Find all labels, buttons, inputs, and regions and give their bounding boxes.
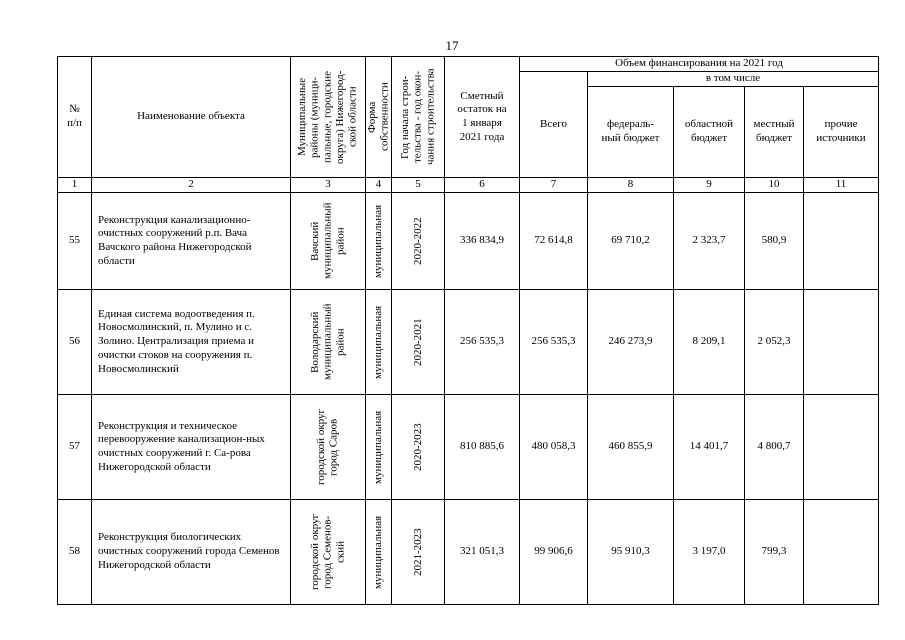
header-years: Год начала строи- тельства - год окон- чания строительства [392,57,445,178]
other-cell [804,395,879,500]
object-name: Реконструкция биологических очистных сооружений города Семенов Нижегородской области [92,500,291,605]
column-index: 10 [745,178,804,193]
regional-cell: 14 401,7 [674,395,745,500]
total-cell: 256 535,3 [520,290,588,395]
header-ownership: Форма собственности [366,57,392,178]
header-num: № п/п [58,57,92,178]
column-index: 11 [804,178,879,193]
header-financing: Объем финансирования на 2021 год [520,57,879,72]
other-cell [804,500,879,605]
total-cell: 480 058,3 [520,395,588,500]
header-total: Всего [520,72,588,178]
row-number: 56 [58,290,92,395]
federal-cell: 95 910,3 [588,500,674,605]
ownership-cell: муниципальная [366,290,392,395]
years-cell: 2020-2021 [392,290,445,395]
column-index: 9 [674,178,745,193]
table-row [58,500,879,605]
column-index: 2 [92,178,291,193]
other-cell [804,193,879,290]
header-estimate: Сметный остаток на 1 января 2021 года [445,57,520,178]
object-name: Реконструкция канализационно-очистных сооружений р.п. Вача Вачского района Нижегородской области [92,193,291,290]
years-cell: 2021-2023 [392,500,445,605]
local-cell: 2 052,3 [745,290,804,395]
ownership-cell: муниципальная [366,500,392,605]
column-index: 3 [291,178,366,193]
table-row [58,395,879,500]
estimate-cell: 256 535,3 [445,290,520,395]
ownership-cell: муниципальная [366,193,392,290]
column-index: 6 [445,178,520,193]
local-cell: 799,3 [745,500,804,605]
estimate-cell: 321 051,3 [445,500,520,605]
column-index: 1 [58,178,92,193]
column-index: 5 [392,178,445,193]
local-cell: 4 800,7 [745,395,804,500]
estimate-cell: 336 834,9 [445,193,520,290]
federal-cell: 246 273,9 [588,290,674,395]
header-other: прочие источники [804,87,879,178]
years-cell: 2020-2023 [392,395,445,500]
regional-cell: 3 197,0 [674,500,745,605]
column-index: 7 [520,178,588,193]
total-cell: 72 614,8 [520,193,588,290]
total-cell: 99 906,6 [520,500,588,605]
header-federal: федераль- ный бюджет [588,87,674,178]
financing-table [57,56,879,605]
ownership-cell: муниципальная [366,395,392,500]
header-name: Наименование объекта [92,57,291,178]
header-regional: областной бюджет [674,87,745,178]
federal-cell: 460 855,9 [588,395,674,500]
header-district: Муниципальные районы (муници- пальные, городские округа) Нижегород- ской области [291,57,366,178]
row-number: 55 [58,193,92,290]
local-cell: 580,9 [745,193,804,290]
header-including: в том числе [588,72,879,87]
object-name: Реконструкция и техническое перевооружение канализацион-ных очистных сооружений г. Са-рова Нижегородской области [92,395,291,500]
table-row [58,290,879,395]
estimate-cell: 810 885,6 [445,395,520,500]
district-cell: Володарский муниципальный район [291,290,366,395]
column-index-row [58,178,879,193]
page-number: 17 [445,38,459,53]
object-name: Единая система водоотведения п. Новосмолинский, п. Мулино и с. Золино. Централизация приема и очистки стоков на сооружения п. Новосмолинский [92,290,291,395]
other-cell [804,290,879,395]
column-index: 8 [588,178,674,193]
regional-cell: 8 209,1 [674,290,745,395]
federal-cell: 69 710,2 [588,193,674,290]
district-cell: городской округ город Семенов- ский [291,500,366,605]
years-cell: 2020-2022 [392,193,445,290]
column-index: 4 [366,178,392,193]
table-row [58,193,879,290]
district-cell: городской округ город Саров [291,395,366,500]
regional-cell: 2 323,7 [674,193,745,290]
header-local: местный бюджет [745,87,804,178]
row-number: 58 [58,500,92,605]
row-number: 57 [58,395,92,500]
district-cell: Вачский муниципальный район [291,193,366,290]
